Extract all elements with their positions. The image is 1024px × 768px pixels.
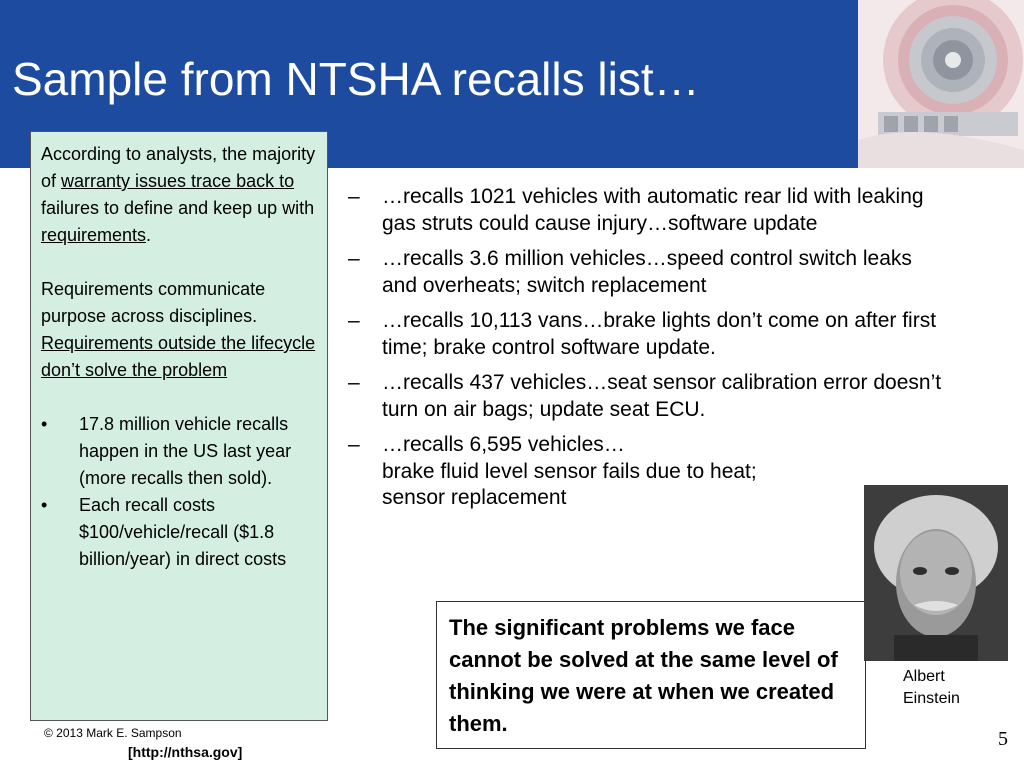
sidebar-paragraph-2: [41, 276, 319, 384]
slide-title: Sample from NTSHA recalls list…: [12, 53, 700, 105]
sidebar-text: According to analysts, the majority of: [41, 144, 316, 191]
bullet-icon: •: [41, 495, 48, 515]
copyright-footer: © 2013 Mark E. Sampson: [44, 726, 182, 740]
dash-bullet: –: [348, 371, 360, 394]
einstein-portrait-image: [864, 485, 1008, 661]
dash-bullet: –: [348, 247, 360, 270]
recall-text: …recalls 6,595 vehicles…: [382, 433, 625, 456]
list-item: [348, 370, 948, 423]
sidebar-paragraph-1: [41, 141, 319, 249]
bullet-icon: •: [41, 414, 48, 434]
recall-text: …recalls 10,113 vans…brake lights don’t come on after first time; brake control software update.: [382, 309, 937, 359]
list-item: [348, 308, 948, 361]
einstein-quote: The significant problems we face cannot be solved at the same level of thinking we were at when we created them.: [436, 601, 866, 749]
recall-text: brake fluid level sensor fails due to heat;: [382, 459, 757, 483]
bullet-text: Each recall costs $100/vehicle/recall ($1.8 billion/year) in direct costs: [79, 495, 287, 569]
list-item: [41, 492, 319, 573]
recall-text: …recalls 1021 vehicles with automatic rear lid with leaking gas struts could cause injury…software update: [382, 185, 924, 235]
requirements-sidebar: [30, 131, 328, 721]
sidebar-bullet-list: [41, 411, 319, 573]
list-item: [348, 246, 948, 299]
photo-caption: [903, 666, 960, 710]
recall-text: …recalls 3.6 million vehicles…speed control switch leaks and overheats; switch replacement: [382, 247, 912, 297]
caption-line: Albert: [903, 668, 945, 685]
sidebar-underlined-text: requirements: [41, 225, 147, 245]
sidebar-text: .: [146, 225, 152, 245]
dash-bullet: –: [348, 185, 360, 208]
sidebar-text: Requirements communicate purpose across disciplines.: [41, 279, 266, 326]
sidebar-underlined-text: Requirements outside the lifecycle don’t solve the problem: [41, 333, 316, 380]
list-item: [348, 432, 948, 512]
recall-text: …recalls 437 vehicles…seat sensor calibration error doesn’t turn on air bags; update seat ECU.: [382, 371, 942, 421]
dash-bullet: –: [348, 309, 360, 332]
source-link[interactable]: [http://nthsa.gov]: [128, 744, 243, 760]
portrait-icon: [864, 485, 1008, 661]
bullet-text: 17.8 million vehicle recalls happen in the US last year (more recalls then sold).: [79, 414, 292, 488]
gauge-graphic-icon: [858, 0, 1024, 168]
list-item: [41, 411, 319, 492]
recall-text: sensor replacement: [382, 486, 567, 509]
dash-bullet: –: [348, 433, 360, 456]
list-item: [348, 184, 948, 237]
decorative-logo-image: [858, 0, 1024, 168]
recalls-list: [348, 184, 948, 521]
sidebar-underlined-text: warranty issues trace back to: [61, 171, 295, 191]
sidebar-text: failures to define and keep up with: [41, 198, 315, 218]
caption-line: Einstein: [903, 690, 960, 707]
page-number: 5: [998, 728, 1008, 750]
